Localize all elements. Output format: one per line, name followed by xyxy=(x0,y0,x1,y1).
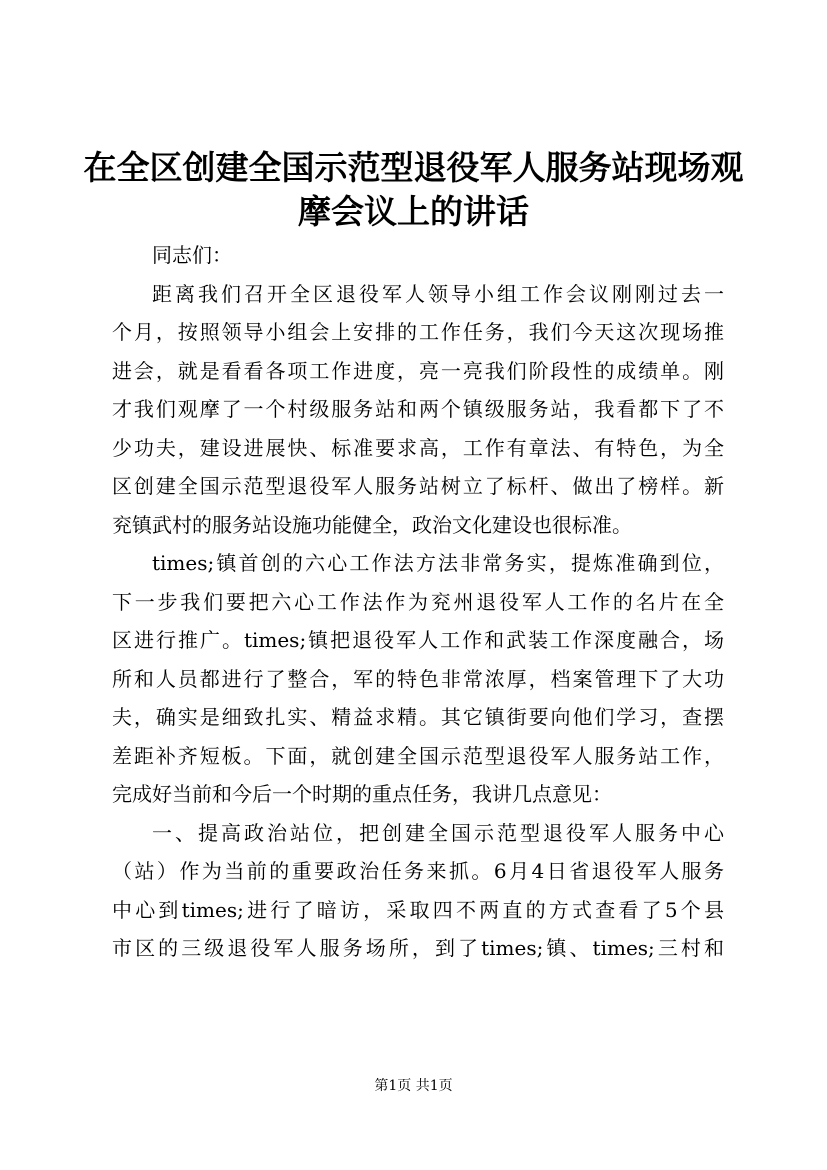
paragraph-line: 中心到times;进行了暗访，采取四不两直的方式查看了5个县 xyxy=(112,897,724,922)
document-body xyxy=(112,236,724,968)
paragraph-line: 少功夫，建设进展快、标准要求高，工作有章法、有特色，为全 xyxy=(112,435,724,460)
paragraph-line: 才我们观摩了一个村级服务站和两个镇级服务站，我看都下了不 xyxy=(112,397,724,421)
paragraph-line: （站）作为当前的重要政治任务来抓。6月4日省退役军人服务 xyxy=(112,859,724,883)
paragraph-line: 进会，就是看看各项工作进度，亮一亮我们阶段性的成绩单。刚 xyxy=(112,358,724,383)
title-line-1: 在全区创建全国示范型退役军人服务站现场观 xyxy=(83,148,744,187)
paragraph-line: 区创建全国示范型退役军人服务站树立了标杆、做出了榜样。新 xyxy=(112,474,724,498)
paragraph-line: 市区的三级退役军人服务场所，到了times;镇、times;三村和 xyxy=(112,936,724,960)
paragraph-line: 区进行推广。times;镇把退役军人工作和武装工作深度融合，场 xyxy=(112,628,724,652)
paragraph-line: 距离我们召开全区退役军人领导小组工作会议刚刚过去一 xyxy=(152,281,724,306)
paragraph-line: 兖镇武村的服务站设施功能健全，政治文化建设也很标准。 xyxy=(112,512,632,537)
paragraph-line: 所和人员都进行了整合，军的特色非常浓厚，档案管理下了大功 xyxy=(112,666,724,691)
title-line-2: 摩会议上的讲话 xyxy=(298,192,529,231)
paragraph-line: 个月，按照领导小组会上安排的工作任务，我们今天这次现场推 xyxy=(112,320,724,344)
salutation: 同志们： xyxy=(152,243,232,267)
paragraph-line: 一、提高政治站位，把创建全国示范型退役军人服务中心 xyxy=(152,820,724,845)
paragraph-line: 夫，确实是细致扎实、精益求精。其它镇街要向他们学习，查摆 xyxy=(112,705,724,729)
page-footer: 第1页 共1页 xyxy=(374,1078,453,1094)
document-title xyxy=(60,146,767,234)
paragraph-line: 差距补齐短板。下面，就创建全国示范型退役军人服务站工作， xyxy=(112,743,724,768)
paragraph-line: 下一步我们要把六心工作法作为兖州退役军人工作的名片在全 xyxy=(112,589,724,614)
paragraph-line: times;镇首创的六心工作法方法非常务实，提炼准确到位， xyxy=(152,551,724,575)
paragraph-line: 完成好当前和今后一个时期的重点任务，我讲几点意见： xyxy=(112,782,612,806)
